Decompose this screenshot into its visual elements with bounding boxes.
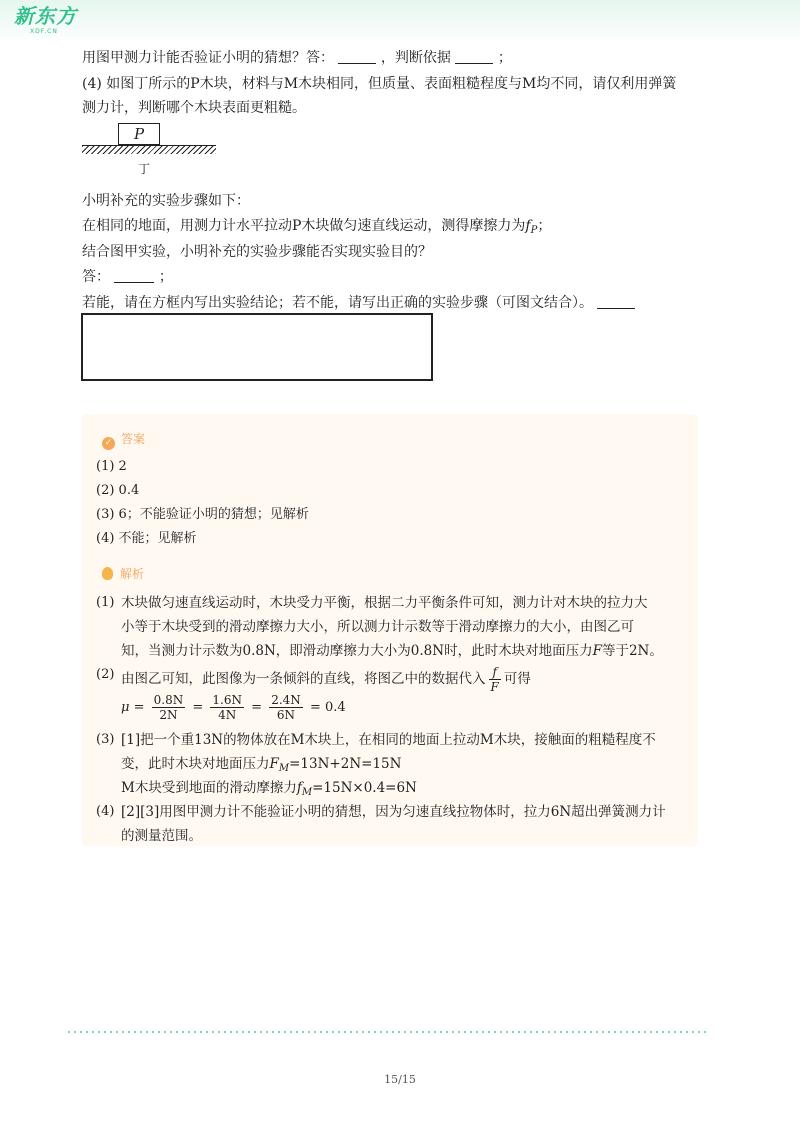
instruction-text: 若能，请在方框内写出实验结论；若不能，请写出正确的实验步骤（可图文结合）。 [82, 295, 593, 311]
equals: = [192, 700, 204, 715]
explain-num-2: (2) [96, 667, 115, 682]
question-text: ； [497, 50, 512, 66]
force-symbol: F [592, 643, 602, 659]
p-block-figure: P [118, 123, 160, 145]
step-body [82, 216, 551, 241]
answer-blank [114, 268, 154, 283]
explain-3-line-1: [1]把一个重13N的物体放在M木块上，在相同的地面上拉动M木块，接触面的粗糙程度不 [121, 732, 656, 748]
mu-result: 0.4 [324, 700, 346, 715]
explain-text: 等于2N。 [601, 643, 663, 659]
step-end: ； [537, 218, 552, 234]
mu-equation [121, 688, 346, 728]
explanation-heading [102, 566, 144, 582]
brand-logo-sub: XDF.CN [30, 28, 58, 35]
question-text: ，判断依据 [380, 50, 451, 66]
step-title: 小明补充的实验步骤如下： [82, 193, 250, 209]
explain-num-1: (1) [96, 595, 115, 610]
explain-1-line-2: 小等于木块受到的滑动摩擦力大小，所以测力计示数等于滑动摩擦力的大小，由图乙可 [121, 619, 634, 635]
fraction-numerator: f [489, 665, 501, 680]
equals: = [251, 700, 263, 715]
combine-question: 结合图甲实验，小明补充的实验步骤能否实现实验目的？ [82, 244, 432, 260]
fraction-numerator: 2.4N [271, 693, 301, 707]
ground-hatch [82, 145, 216, 154]
step-text: 在相同的地面，用测力计水平拉动P木块做匀速直线运动，测得摩擦力为 [82, 218, 526, 234]
fraction-denominator: 2N [159, 708, 178, 722]
check-icon: ✓ [102, 437, 115, 450]
answer-blank [455, 49, 493, 64]
fraction [152, 693, 186, 722]
question-4-line-2: 测力计，判断哪个木块表面更粗糙。 [82, 100, 306, 116]
explain-4-line-2: 的测量范围。 [121, 828, 202, 844]
explain-num-4: (4) [96, 804, 115, 819]
question-4-line-1: (4) 如图丁所示的P木块，材料与M木块相同，但质量、表面粗糙程度与M均不同，请仅利用弹簧 [82, 76, 677, 92]
answer-title: 答案 [121, 432, 146, 446]
explain-text: 变，此时木块对地面压力 [121, 756, 270, 772]
explain-text: 知，当测力计示数为0.8N，即滑动摩擦力大小为0.8N时，此时木块对地面压力 [121, 643, 593, 659]
answer-item: (2) 0.4 [96, 483, 140, 498]
page-number: 15/15 [384, 1073, 416, 1086]
question-line-1 [82, 48, 512, 68]
header-bar [0, 0, 800, 44]
answer-heading [102, 431, 145, 450]
fraction [489, 665, 501, 694]
fraction [269, 693, 303, 722]
answer-prefix: 答： [82, 269, 110, 285]
explain-text: M木块受到地面的滑动摩擦力 [121, 780, 297, 796]
equals: = [309, 700, 321, 715]
instruction-line [82, 293, 635, 313]
fraction-denominator: F [490, 680, 499, 694]
equals: = [133, 700, 145, 715]
figure-label: 丁 [138, 162, 151, 176]
explain-1-line-1: 木块做匀速直线运动时，木块受力平衡，根据二力平衡条件可知，测力计对木块的拉力大 [121, 595, 648, 611]
answer-suffix: ； [158, 269, 173, 285]
explain-text: 可得 [503, 671, 531, 687]
explain-text: =13N+2N=15N [289, 756, 402, 772]
mu-symbol: μ [121, 700, 130, 715]
explain-4-line-1: [2][3]用图甲测力计不能验证小明的猜想，因为匀速直线拉物体时，拉力6N超出弹簧测力计 [121, 804, 666, 820]
answer-blank [338, 49, 376, 64]
fraction-denominator: 4N [218, 708, 237, 722]
brand-logo: 新东方 [14, 4, 77, 28]
force-symbol: F [269, 756, 279, 772]
lightbulb-icon [102, 567, 113, 580]
answer-item: (1) 2 [96, 459, 127, 474]
fraction [210, 693, 244, 722]
fraction-numerator: 1.6N [212, 693, 243, 707]
fraction-numerator: 0.8N [153, 693, 184, 707]
answer-item: (4) 不能；见解析 [96, 531, 197, 546]
answer-blank [597, 294, 635, 309]
question-text: 用图甲测力计能否验证小明的猜想？答： [82, 50, 334, 66]
fraction-denominator: 6N [276, 708, 296, 722]
answer-line [82, 267, 173, 287]
friction-subscript: M [301, 787, 313, 798]
explain-num-3: (3) [96, 732, 115, 747]
force-subscript: M [278, 763, 290, 774]
explain-1-line-3 [121, 639, 663, 663]
friction-subscript: P [530, 225, 538, 236]
explanation-title: 解析 [120, 567, 145, 581]
explain-text: =15N×0.4=6N [312, 780, 417, 796]
answer-box[interactable] [81, 313, 433, 381]
explain-text: 由图乙可知，此图像为一条倾斜的直线，将图乙中的数据代入 [121, 671, 486, 687]
footer-divider [68, 1031, 708, 1033]
answer-item: (3) 6；不能验证小明的猜想；见解析 [96, 507, 309, 522]
friction-symbol: f [525, 218, 531, 234]
friction-symbol: f [296, 780, 302, 796]
